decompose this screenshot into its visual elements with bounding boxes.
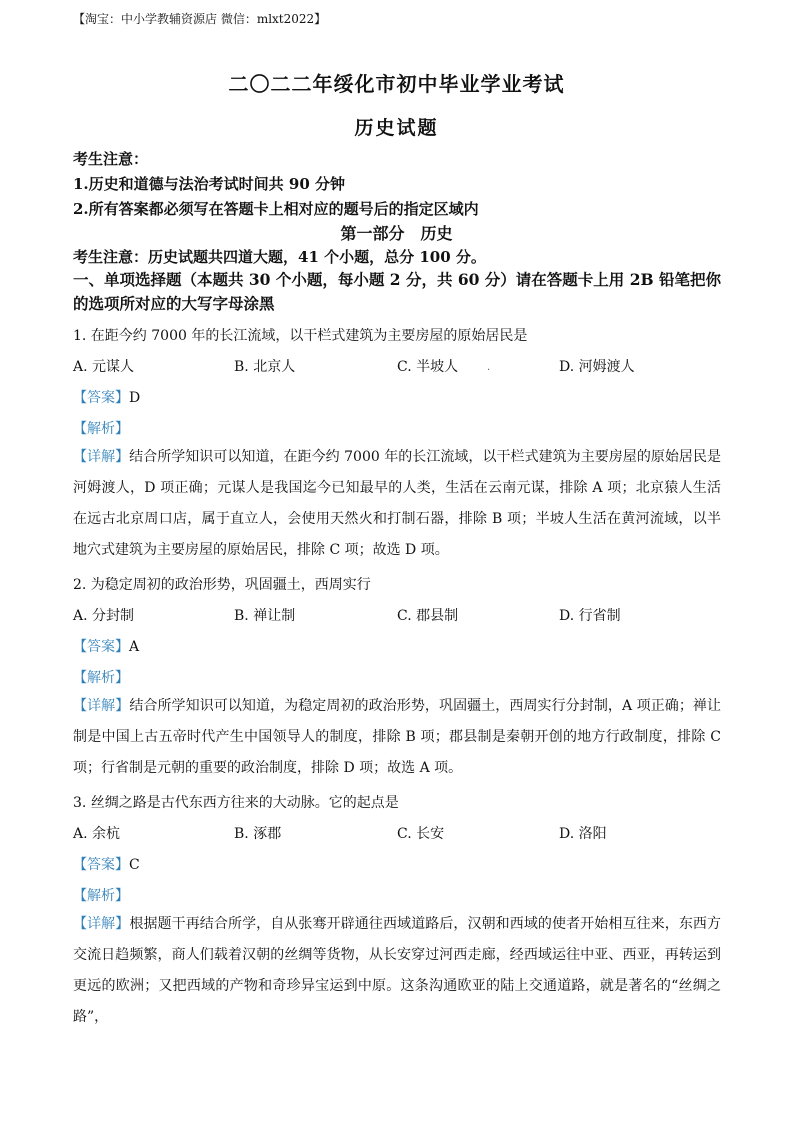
option-d: D. 行省制 bbox=[559, 608, 621, 624]
answer-value: C bbox=[129, 857, 140, 873]
option-c: C. 郡县制 bbox=[397, 608, 459, 624]
detail-paragraph bbox=[73, 442, 721, 566]
option-a: A. 分封制 bbox=[73, 608, 135, 624]
answer-label: 【答案】 bbox=[73, 857, 129, 873]
detail-text: 根据题干再结合所学，自从张骞开辟通往西域道路后，汉朝和西域的使者开始相互往来，东西方交流日趋频繁，商人们载着汉朝的丝绸等货物，从长安穿过河西走廊，经西域运往中亚、西亚，再转运到更远的欧洲；又把西域的产物和奇珍异宝运到中原。这条沟通欧亚的陆上交通道路，就是著名的“丝绸之路”， bbox=[73, 916, 722, 1025]
detail-text: 结合所学知识可以知道，为稳定周初的政治形势，巩固疆土，西周实行分封制，A 项正确；禅让制是中国上古五帝时代产生中国领导人的制度，排除 B 项；郡县制是秦朝开创的地方行政制度，排除 C 项；行省制是元朝的重要的政治制度，排除 D 项；故选 A 项。 bbox=[73, 698, 722, 776]
answer-line bbox=[73, 854, 140, 874]
part-title: 第一部分 历史 bbox=[340, 224, 453, 243]
exam-subtitle: 历史试题 bbox=[354, 117, 439, 139]
note-item: 1.历史和道德与法治考试时间共 90 分钟 bbox=[73, 175, 345, 193]
option-c: C. 半坡人 bbox=[397, 359, 459, 375]
option-b: B. 涿郡 bbox=[234, 826, 282, 842]
analysis-label: 【解析】 bbox=[73, 421, 129, 437]
exam-title: 二〇二二年绥化市初中毕业学业考试 bbox=[228, 72, 565, 96]
section-heading: 一、单项选择题（本题共 30 个小题，每小题 2 分，共 60 分）请在答题卡上用 2B 铅笔把你的选项所对应的大写字母涂黑 bbox=[73, 270, 721, 313]
answer-label: 【答案】 bbox=[73, 390, 129, 406]
answer-line bbox=[73, 636, 139, 656]
analysis-label: 【解析】 bbox=[73, 670, 129, 686]
stray-mark: . bbox=[487, 362, 491, 373]
page-header: 【淘宝：中小学教辅资源店 微信：mlxt2022】 bbox=[73, 12, 327, 26]
question-stem: 1. 在距今约 7000 年的长江流域，以干栏式建筑为主要房屋的原始居民是 bbox=[73, 328, 528, 344]
analysis-label: 【解析】 bbox=[73, 888, 129, 904]
option-a: A. 余杭 bbox=[73, 826, 121, 842]
detail-label: 【详解】 bbox=[73, 916, 130, 932]
option-c: C. 长安 bbox=[397, 826, 445, 842]
option-a: A. 元谋人 bbox=[73, 359, 135, 375]
detail-label: 【详解】 bbox=[73, 449, 130, 465]
question-stem: 3. 丝绸之路是古代东西方往来的大动脉。它的起点是 bbox=[73, 795, 399, 811]
part-note: 考生注意：历史试题共四道大题，41 个小题，总分 100 分。 bbox=[73, 248, 486, 266]
question-stem: 2. 为稳定周初的政治形势，巩固疆土，西周实行 bbox=[73, 577, 371, 593]
option-d: D. 洛阳 bbox=[559, 826, 607, 842]
answer-value: D bbox=[129, 390, 141, 406]
option-d: D. 河姆渡人 bbox=[559, 359, 635, 375]
detail-paragraph bbox=[73, 909, 721, 1033]
note-heading: 考生注意： bbox=[73, 150, 149, 168]
answer-line bbox=[73, 387, 140, 407]
answer-label: 【答案】 bbox=[73, 639, 129, 655]
option-b: B. 北京人 bbox=[234, 359, 296, 375]
detail-label: 【详解】 bbox=[73, 698, 130, 714]
option-b: B. 禅让制 bbox=[234, 608, 296, 624]
answer-value: A bbox=[129, 639, 140, 655]
detail-paragraph bbox=[73, 691, 721, 784]
note-item: 2.所有答案都必须写在答题卡上相对应的题号后的指定区域内 bbox=[73, 200, 479, 218]
detail-text: 结合所学知识可以知道，在距今约 7000 年的长江流域，以干栏式建筑为主要房屋的原始居民是河姆渡人，D 项正确；元谋人是我国迄今已知最早的人类，生活在云南元谋，排除 A 项；北京猿人生活在远古北京周口店，属于直立人，会使用天然火和打制石器，排除 B 项；半坡人生活在黄河流域，以半地穴式建筑为主要房屋的原始居民，排除 C 项；故选 D 项。 bbox=[73, 449, 722, 558]
